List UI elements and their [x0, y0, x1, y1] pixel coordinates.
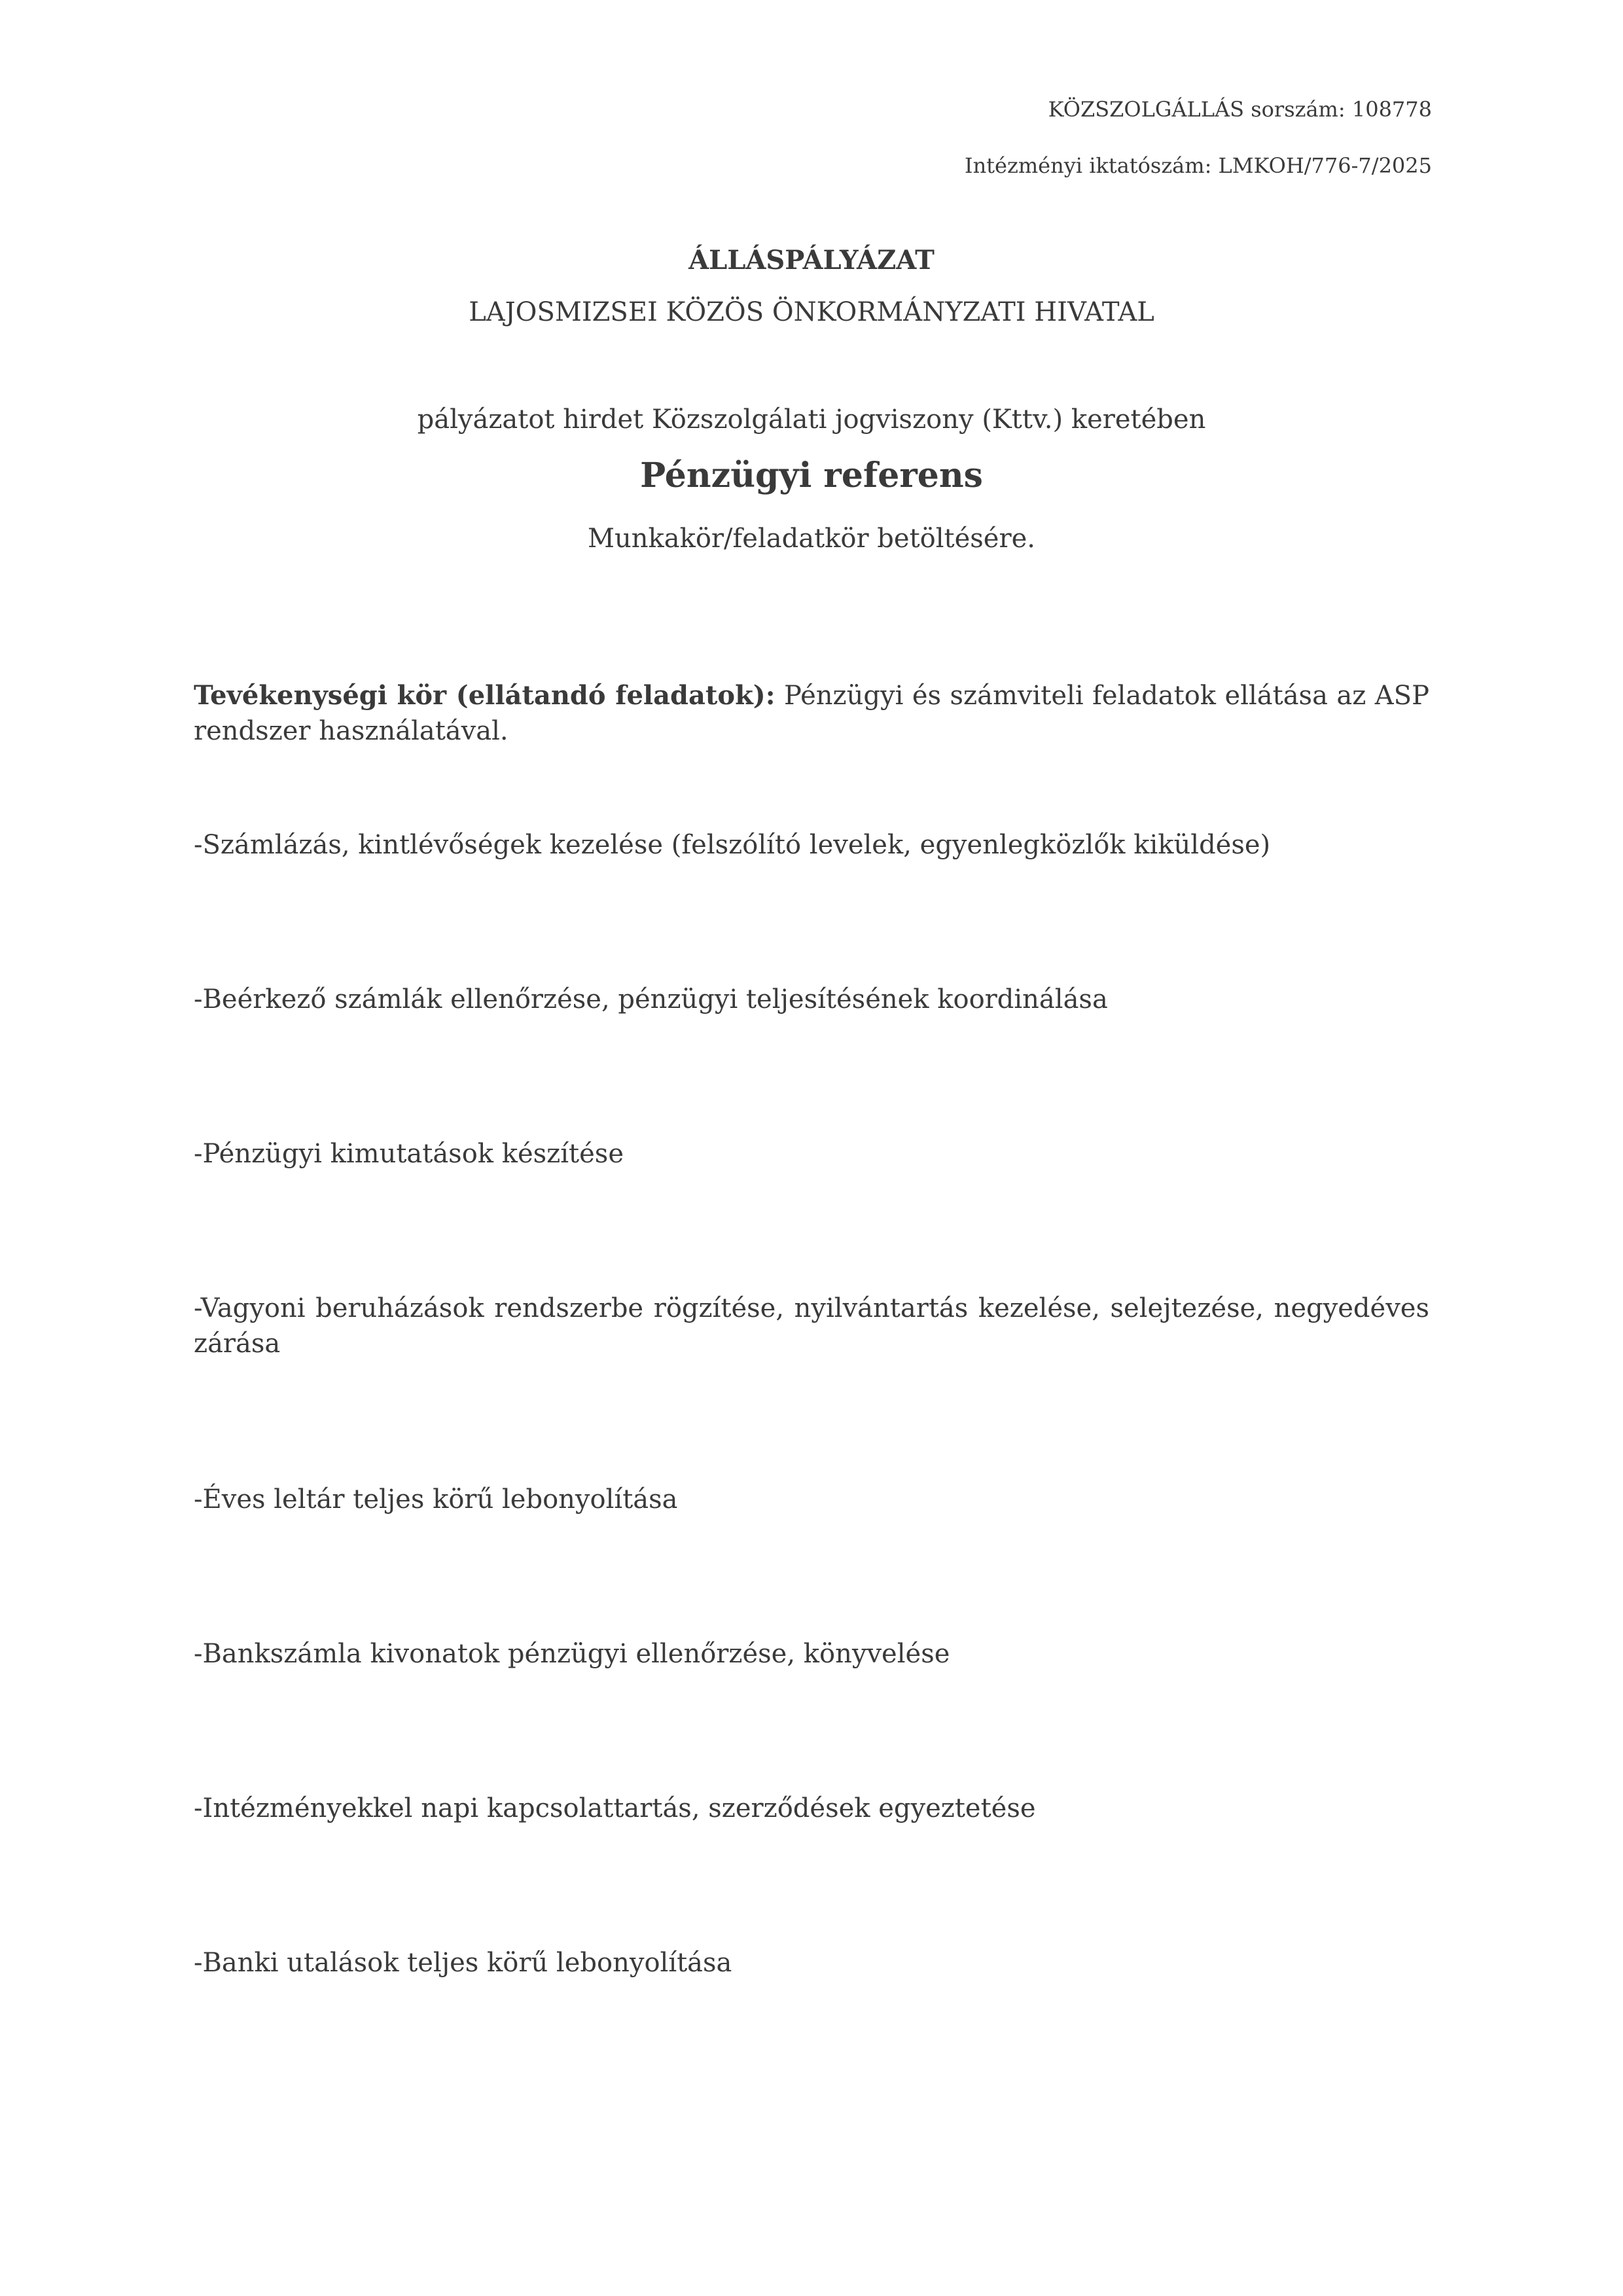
task-item: -Számlázás, kintlévőségek kezelése (felszólító levelek, egyenlegközlők kiküldése) — [194, 830, 1271, 860]
task-item: -Beérkező számlák ellenőrzése, pénzügyi teljesítésének koordinálása — [194, 984, 1108, 1014]
task-item: -Vagyoni beruházások rendszerbe rögzítése, nyilvántartás kezelése, selejtezése, negyedéves zárása — [194, 1293, 1429, 1359]
document-type-heading: ÁLLÁSPÁLYÁZAT — [688, 245, 935, 276]
task-item: -Bankszámla kivonatok pénzügyi ellenőrzése, könyvelése — [194, 1639, 950, 1669]
registry-number: Intézményi iktatószám: LMKOH/776-7/2025 — [964, 153, 1432, 178]
task-item: -Éves leltár teljes körű lebonyolítása — [194, 1484, 678, 1515]
announcement-line: pályázatot hirdet Közszolgálati jogviszony (Kttv.) keretében — [417, 404, 1206, 435]
task-item: -Pénzügyi kimutatások készítése — [194, 1139, 624, 1169]
organization-name: LAJOSMIZSEI KÖZÖS ÖNKORMÁNYZATI HIVATAL — [469, 297, 1154, 327]
scope-text: Pénzügyi és számviteli feladatok ellátása az ASP rendszer használatával. — [194, 681, 1429, 746]
task-item: -Intézményekkel napi kapcsolattartás, szerződések egyeztetése — [194, 1793, 1036, 1823]
scope-label: Tevékenységi kör (ellátandó feladatok): — [194, 680, 776, 711]
position-title: Pénzügyi referens — [640, 456, 983, 495]
scope-paragraph — [194, 678, 1429, 749]
task-item: -Banki utalások teljes körű lebonyolítása — [194, 1948, 732, 1978]
position-subline: Munkakör/feladatkör betöltésére. — [588, 524, 1035, 554]
service-number: KÖZSZOLGÁLLÁS sorszám: 108778 — [1048, 97, 1432, 122]
